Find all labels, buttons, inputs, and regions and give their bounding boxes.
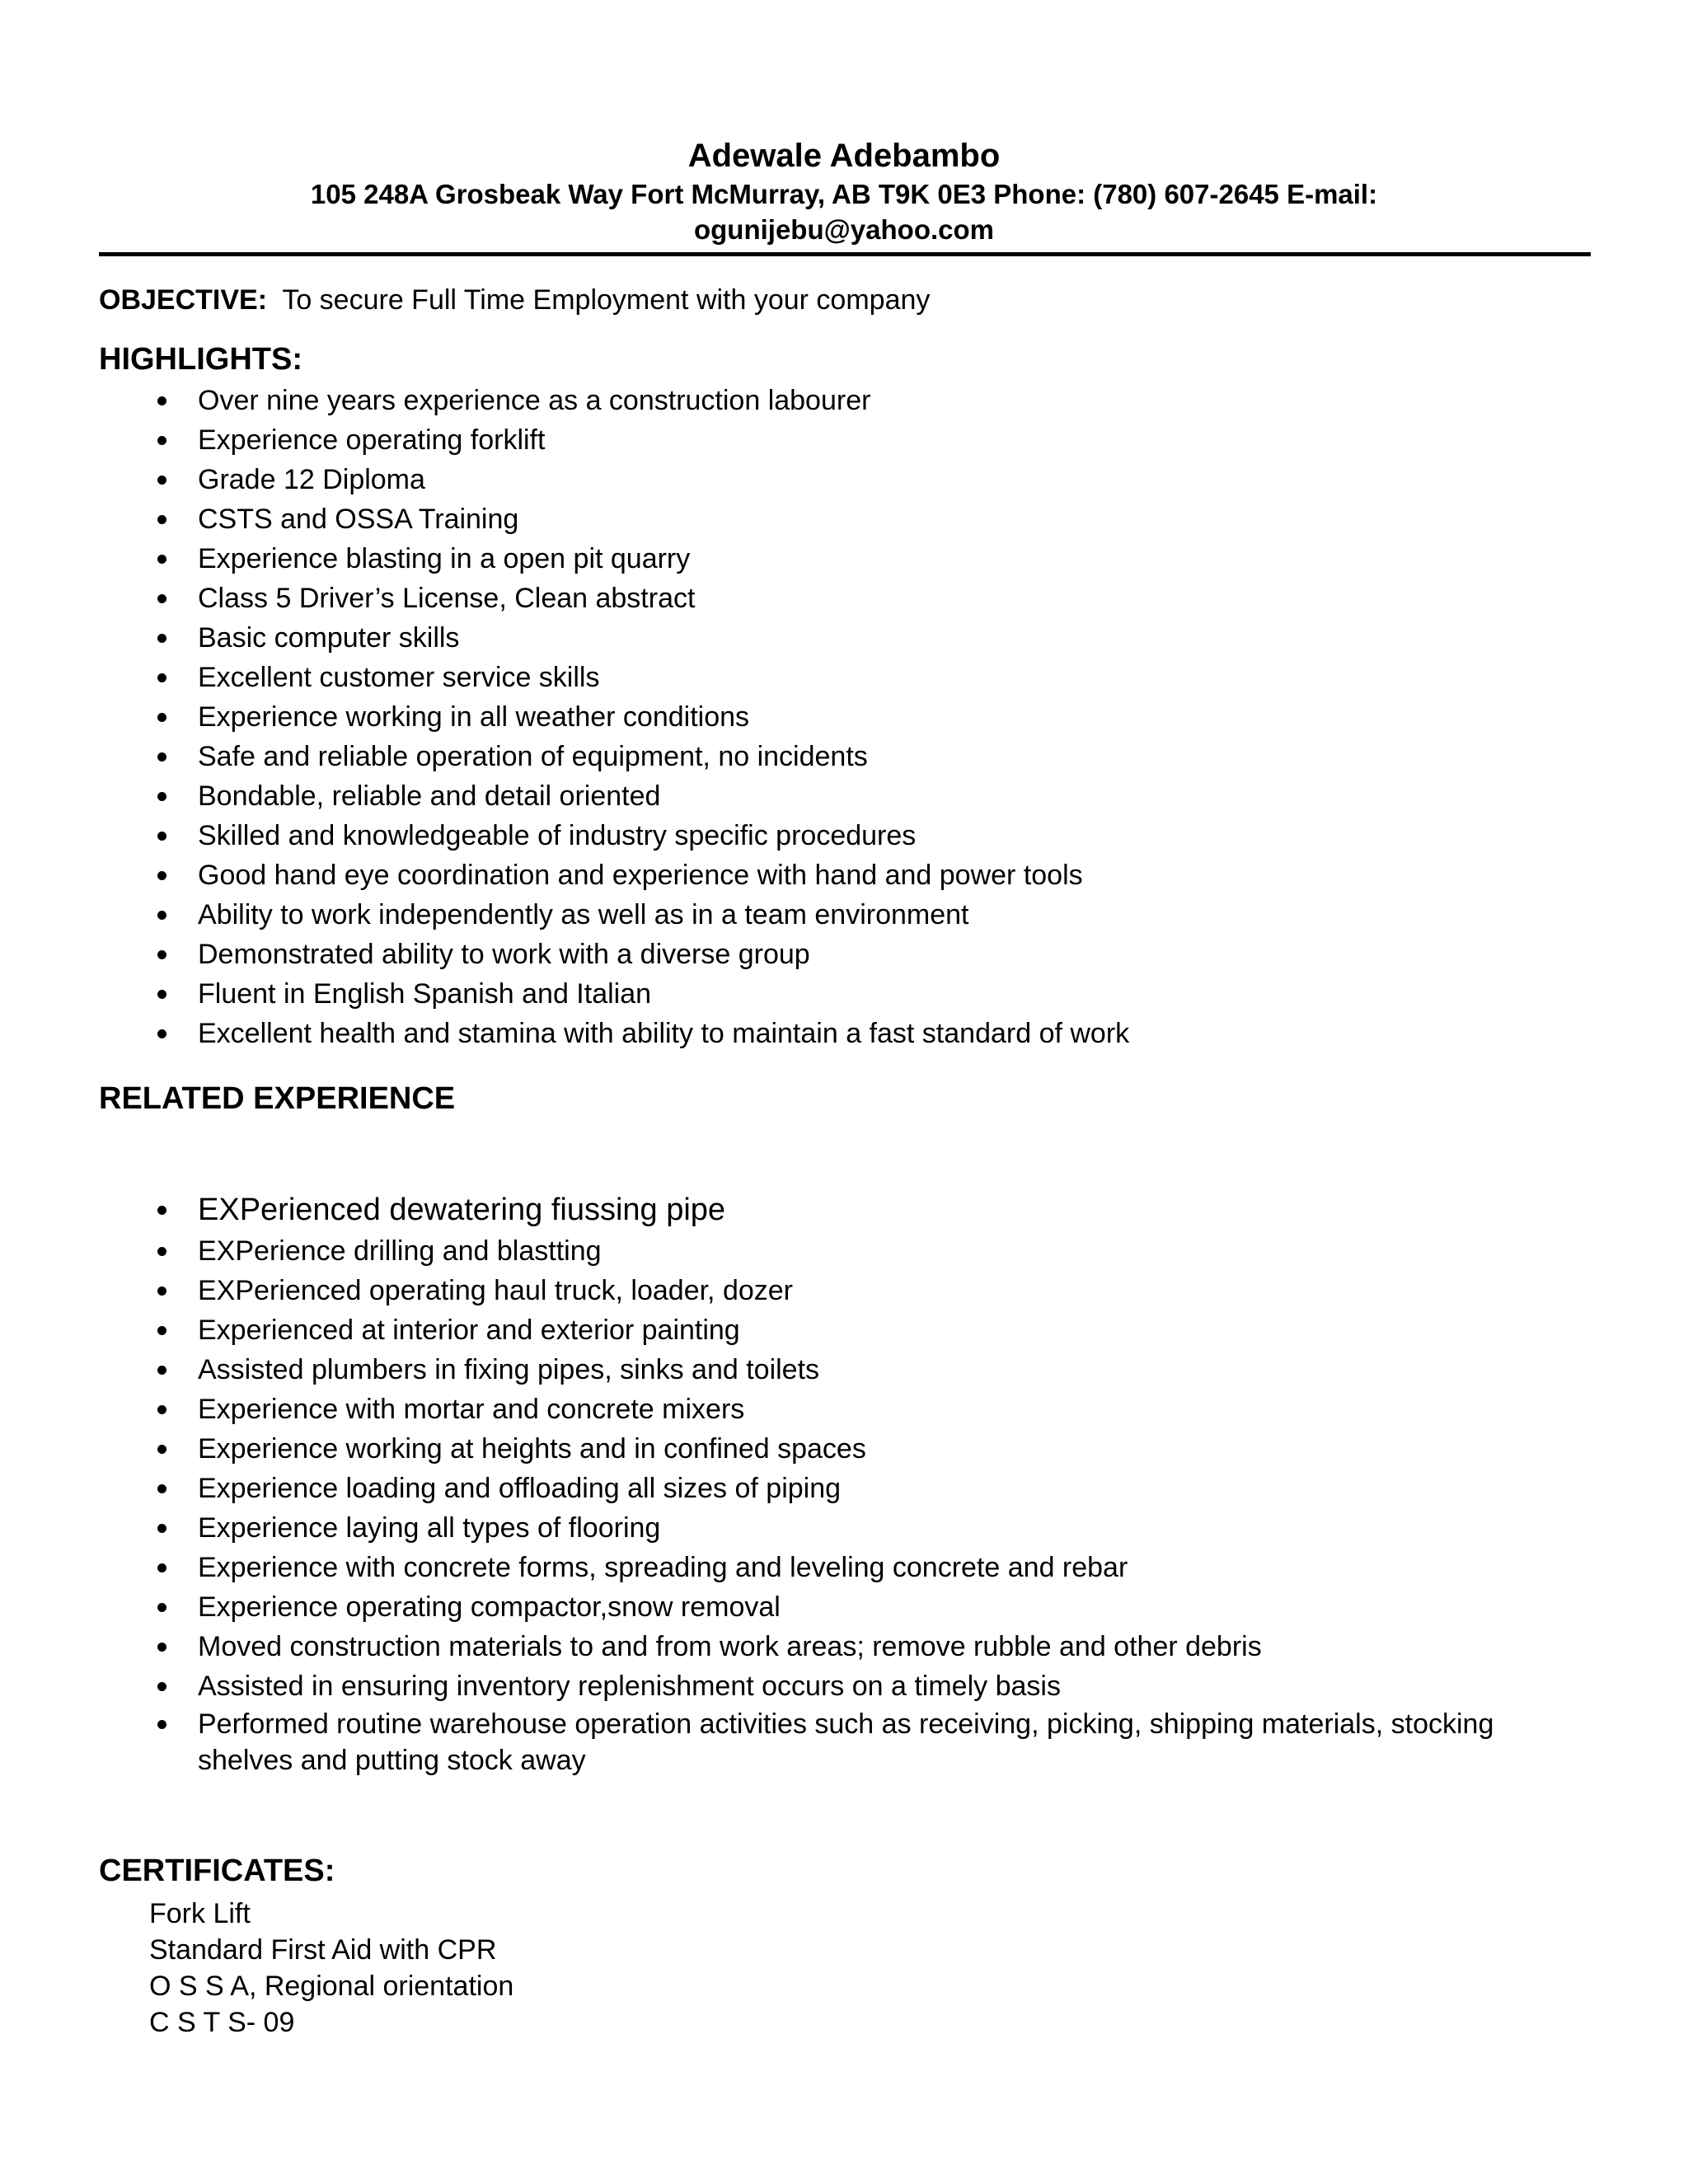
list-item: EXPerienced dewatering fiussing pipe xyxy=(0,1188,1566,1231)
resume-header xyxy=(99,136,1589,246)
list-item: Experience operating compactor,snow removal xyxy=(0,1587,1566,1627)
bullet-icon xyxy=(157,515,166,524)
certificate-item: C S T S- 09 xyxy=(149,2007,295,2038)
bullet-icon xyxy=(157,1326,166,1335)
bullet-icon xyxy=(157,950,166,959)
bullet-icon xyxy=(157,832,166,841)
list-item: Assisted plumbers in fixing pipes, sinks and toilets xyxy=(0,1350,1566,1390)
list-item: Bondable, reliable and detail oriented xyxy=(0,776,1566,816)
bullet-icon xyxy=(157,1484,166,1493)
list-item: Assisted in ensuring inventory replenishment occurs on a timely basis xyxy=(0,1666,1566,1706)
experience-list xyxy=(0,1188,1566,1779)
bullet-icon xyxy=(157,1524,166,1533)
experience-heading: RELATED EXPERIENCE xyxy=(99,1081,456,1116)
list-item: Good hand eye coordination and experience with hand and power tools xyxy=(0,855,1566,895)
bullet-icon xyxy=(157,1445,166,1454)
bullet-icon xyxy=(157,1286,166,1296)
list-item: Moved construction materials to and from work areas; remove rubble and other debris xyxy=(0,1627,1566,1666)
candidate-name: Adewale Adebambo xyxy=(687,138,1001,174)
contact-line-email: ogunijebu@yahoo.com xyxy=(693,214,994,245)
certificates-heading: CERTIFICATES: xyxy=(99,1854,335,1888)
list-item: Over nine years experience as a construction labourer xyxy=(0,381,1566,420)
certificate-item: Fork Lift xyxy=(149,1898,251,1929)
bullet-icon xyxy=(157,871,166,880)
list-item: Grade 12 Diploma xyxy=(0,460,1566,499)
bullet-icon xyxy=(157,1405,166,1414)
list-item: Experienced at interior and exterior painting xyxy=(0,1310,1566,1350)
bullet-icon xyxy=(157,594,166,603)
highlights-heading: HIGHLIGHTS: xyxy=(99,342,302,377)
list-item: CSTS and OSSA Training xyxy=(0,499,1566,539)
list-item: Experience blasting in a open pit quarry xyxy=(0,539,1566,579)
list-item: Performed routine warehouse operation activities such as receiving, picking, shipping materials, stocking shelves and putting stock away xyxy=(0,1706,1508,1779)
bullet-icon xyxy=(157,1720,166,1729)
list-item: Skilled and knowledgeable of industry specific procedures xyxy=(0,816,1566,855)
bullet-icon xyxy=(157,911,166,920)
bullet-icon xyxy=(157,1029,166,1038)
bullet-icon xyxy=(157,1206,166,1215)
list-item: EXPerience drilling and blastting xyxy=(0,1231,1566,1271)
objective-text: To secure Full Time Employment with your company xyxy=(282,284,931,316)
list-item: Safe and reliable operation of equipment, no incidents xyxy=(0,737,1566,776)
list-item: Excellent health and stamina with ability to maintain a fast standard of work xyxy=(0,1014,1566,1053)
bullet-icon xyxy=(157,673,166,682)
list-item: Experience with mortar and concrete mixers xyxy=(0,1390,1566,1429)
bullet-icon xyxy=(157,634,166,643)
highlights-list xyxy=(0,381,1566,1053)
list-item: EXPerienced operating haul truck, loader, dozer xyxy=(0,1271,1566,1310)
bullet-icon xyxy=(157,436,166,445)
bullet-icon xyxy=(157,713,166,722)
certificate-item: Standard First Aid with CPR xyxy=(149,1934,497,1966)
list-item: Ability to work independently as well as in a team environment xyxy=(0,895,1566,935)
list-item: Experience operating forklift xyxy=(0,420,1566,460)
bullet-icon xyxy=(157,396,166,405)
bullet-icon xyxy=(157,1682,166,1691)
bullet-icon xyxy=(157,752,166,762)
objective-label: OBJECTIVE: xyxy=(99,284,268,316)
objective-line xyxy=(99,283,930,317)
bullet-icon xyxy=(157,476,166,485)
bullet-icon xyxy=(157,1603,166,1612)
list-item: Experience loading and offloading all sizes of piping xyxy=(0,1469,1566,1508)
list-item: Demonstrated ability to work with a diverse group xyxy=(0,935,1566,974)
bullet-icon xyxy=(157,1247,166,1256)
bullet-icon xyxy=(157,555,166,564)
list-item: Experience working in all weather conditions xyxy=(0,697,1566,737)
bullet-icon xyxy=(157,990,166,999)
bullet-icon xyxy=(157,1643,166,1652)
header-divider xyxy=(99,252,1591,256)
bullet-icon xyxy=(157,1366,166,1375)
list-item: Experience with concrete forms, spreading and leveling concrete and rebar xyxy=(0,1548,1566,1587)
certificate-item: O S S A, Regional orientation xyxy=(149,1971,514,2002)
list-item: Fluent in English Spanish and Italian xyxy=(0,974,1566,1014)
bullet-icon xyxy=(157,1563,166,1572)
bullet-icon xyxy=(157,792,166,801)
list-item: Experience laying all types of flooring xyxy=(0,1508,1566,1548)
list-item: Basic computer skills xyxy=(0,618,1566,658)
list-item: Excellent customer service skills xyxy=(0,658,1566,697)
contact-line-address: 105 248A Grosbeak Way Fort McMurray, AB T9K 0E3 Phone: (780) 607-2645 E-mail: xyxy=(310,179,1378,209)
list-item: Experience working at heights and in confined spaces xyxy=(0,1429,1566,1469)
certificates-list xyxy=(149,1896,513,2041)
list-item: Class 5 Driver’s License, Clean abstract xyxy=(0,579,1566,618)
